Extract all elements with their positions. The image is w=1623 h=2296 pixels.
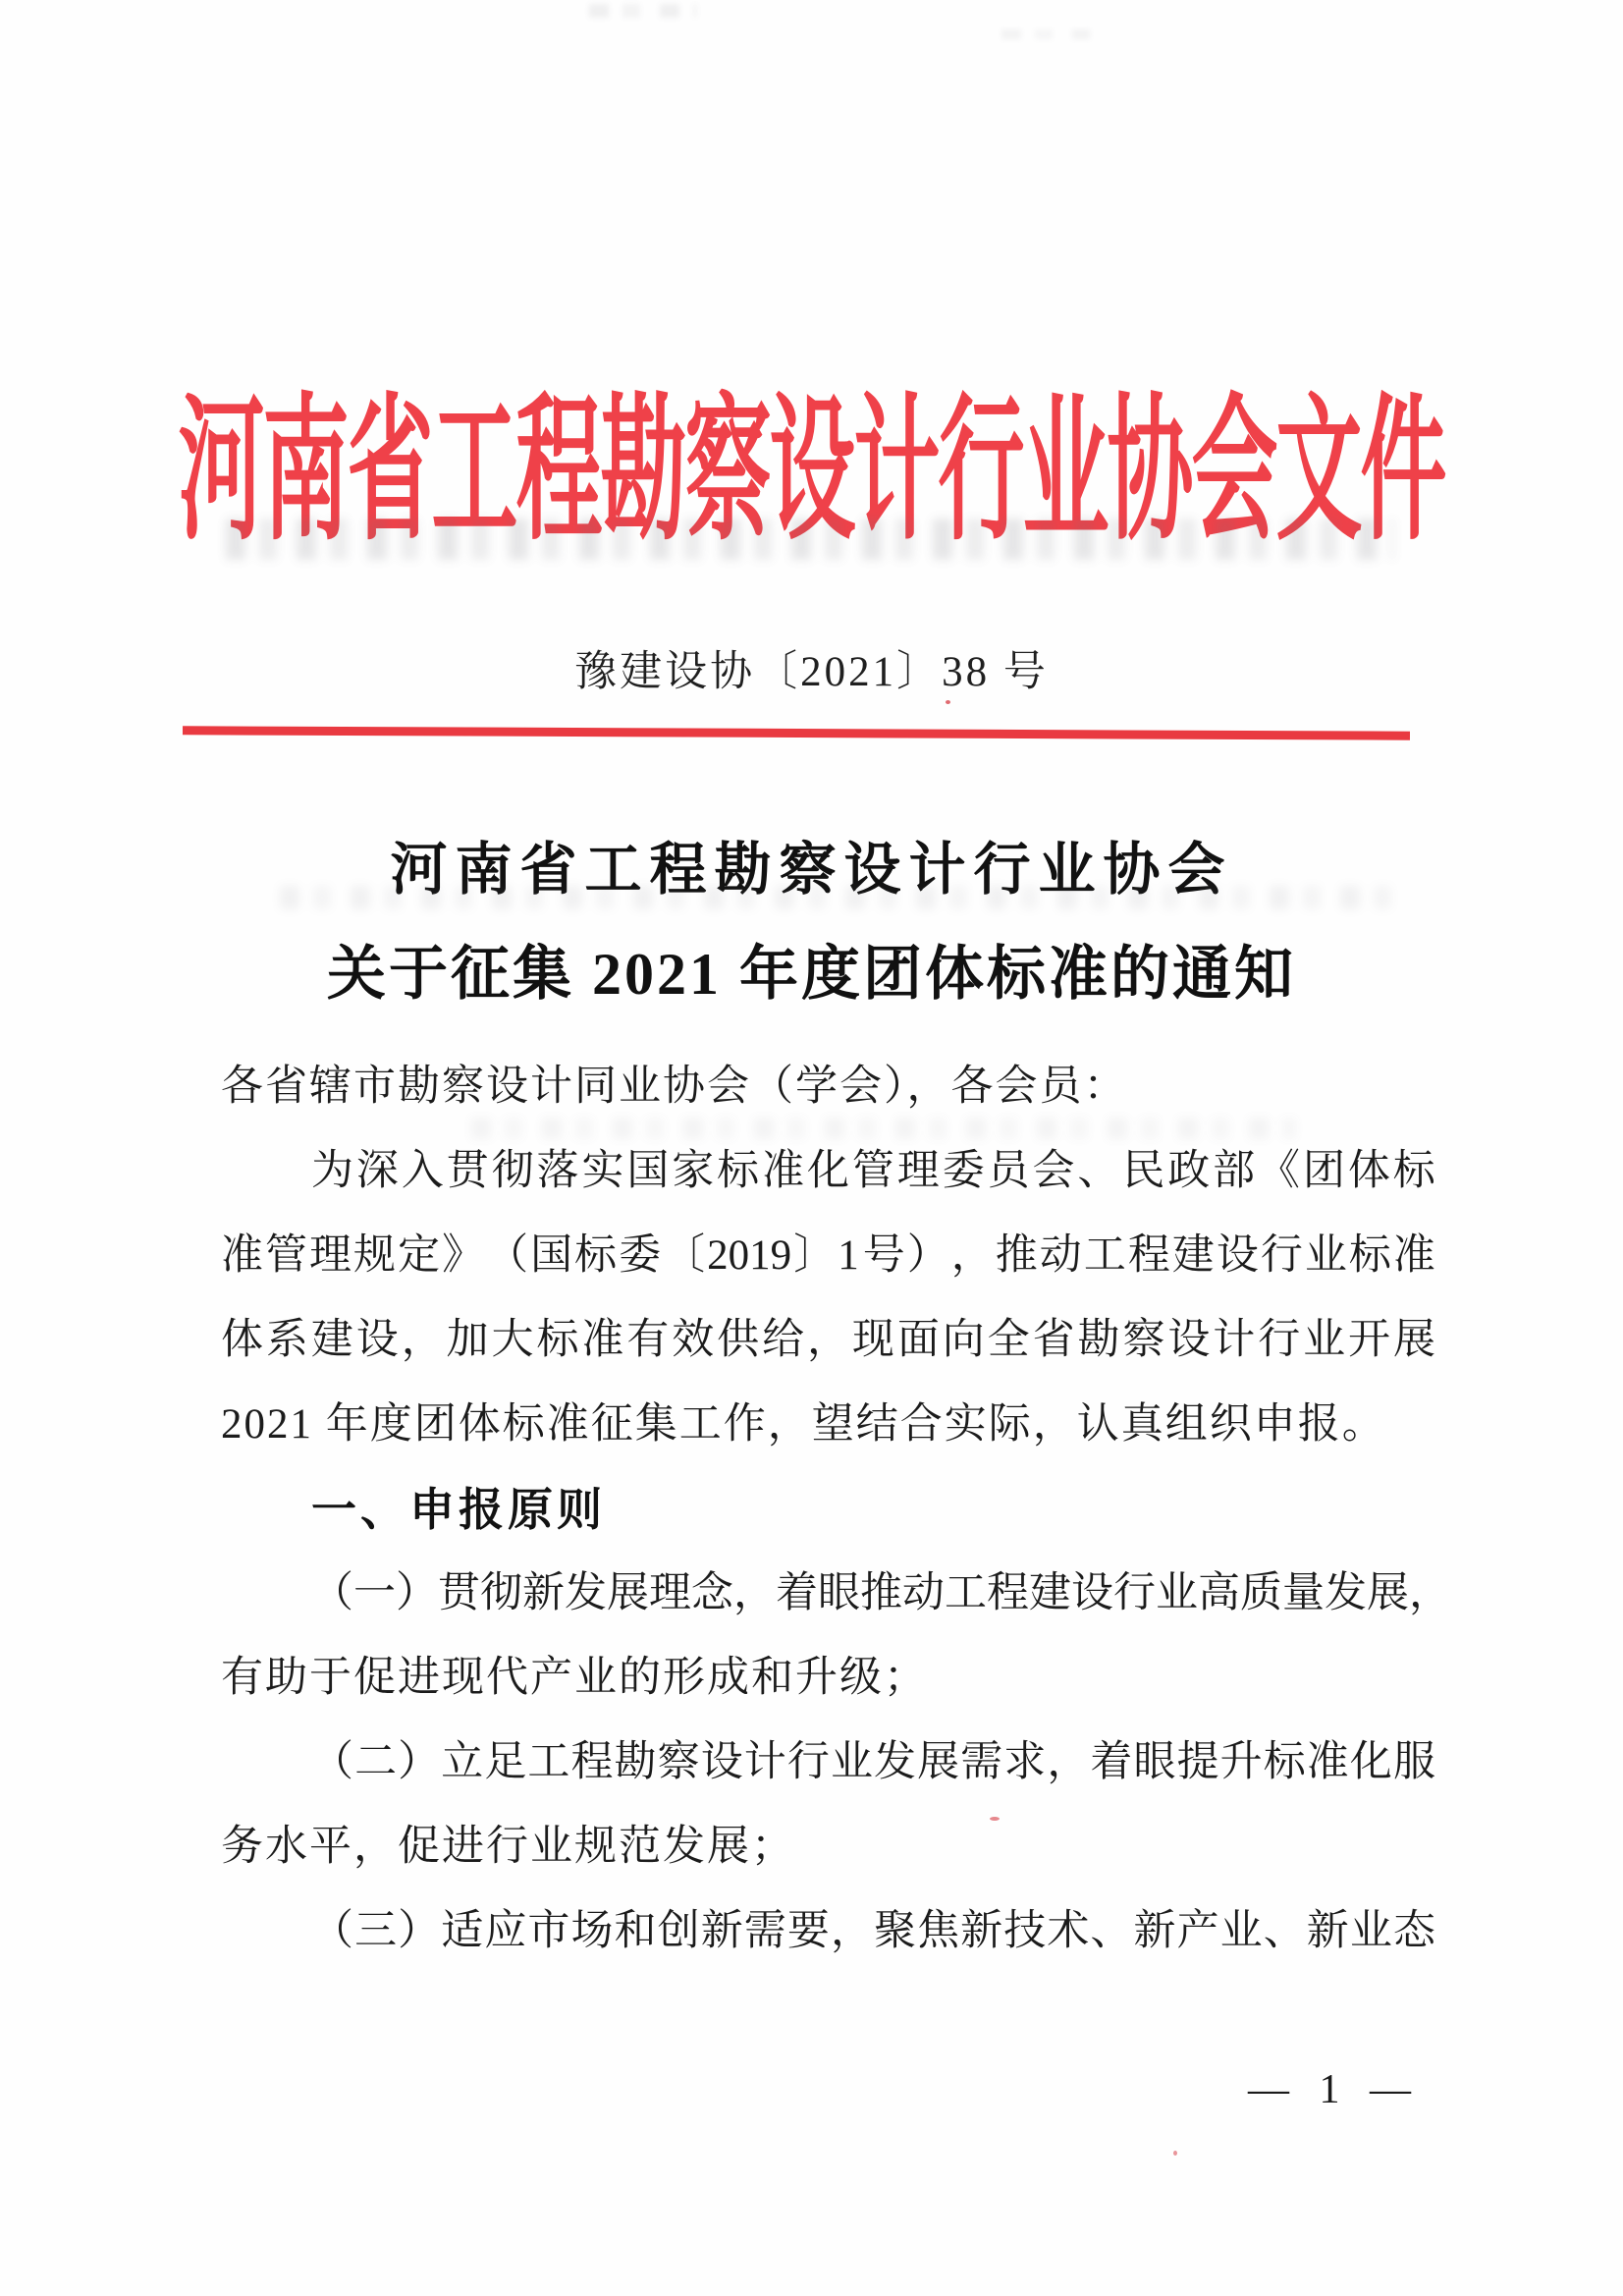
body-line: （ 三 ） 适 应 市 场 和 创 新 需 要 ， 聚 焦 新 技 术 、 新 产 业 、 新 业 态: [311, 1908, 1435, 1954]
section-heading: 一、申报原则: [311, 1484, 606, 1535]
body-text: [221, 1045, 1451, 1974]
page-number: — 1 —: [1248, 2067, 1413, 2112]
body-line: 有助于促进现代产业的形成和升级；: [221, 1655, 928, 1701]
document-title-line2: 关于征集 2021 年度团体标准的通知: [327, 942, 1296, 1007]
bleed-through-artifact: [280, 886, 1409, 909]
body-line: 务水平，促进行业规范发展；: [221, 1824, 795, 1870]
red-separator-line: [183, 726, 1410, 739]
document-number: 豫建设协〔2021〕38 号: [574, 649, 1049, 695]
body-line: （ 二 ） 立 足 工 程 勘 察 设 计 行 业 发 展 需 求 ， 着 眼 提 升 标 准 化 服: [311, 1739, 1435, 1785]
body-line: 体 系 建 设 ， 加 大 标 准 有 效 供 给 ， 现 面 向 全 省 勘 察 设 计 行 业 开 展: [221, 1317, 1435, 1363]
letterhead-title: 河南省工程勘察设计行业协会文件: [178, 386, 1445, 561]
scan-smudge: [1001, 29, 1090, 39]
scan-speck: [1173, 2151, 1177, 2156]
body-line: 2021 年度团体标准征集工作，望结合实际，认真组织申报。: [221, 1401, 1386, 1448]
body-line: （ 一 ） 贯 彻 新 发 展 理 念 ， 着 眼 推 动 工 程 建 设 行 业 高 质 量 发 展 ，: [311, 1570, 1451, 1616]
body-line: 为 深 入 贯 彻 落 实 国 家 标 准 化 管 理 委 员 会 、 民 政 部 《 团 体 标: [311, 1148, 1435, 1194]
document-title-line1: 河南省工程勘察设计行业协会: [390, 838, 1233, 902]
bleed-through-artifact: [471, 1118, 1296, 1139]
scan-speck: [990, 1817, 1000, 1821]
body-line: 准 管 理 规 定 》 （ 国 标 委 〔 2019 〕 1 号 ） ， 推 动 工 程 建 设 行 业 标 准: [221, 1232, 1435, 1279]
bleed-through-artifact: [226, 519, 1394, 560]
scan-speck: [946, 700, 950, 704]
body-line: 各省辖市勘察设计同业协会（学会），各会员：: [221, 1064, 1128, 1110]
scan-smudge: [589, 4, 697, 18]
